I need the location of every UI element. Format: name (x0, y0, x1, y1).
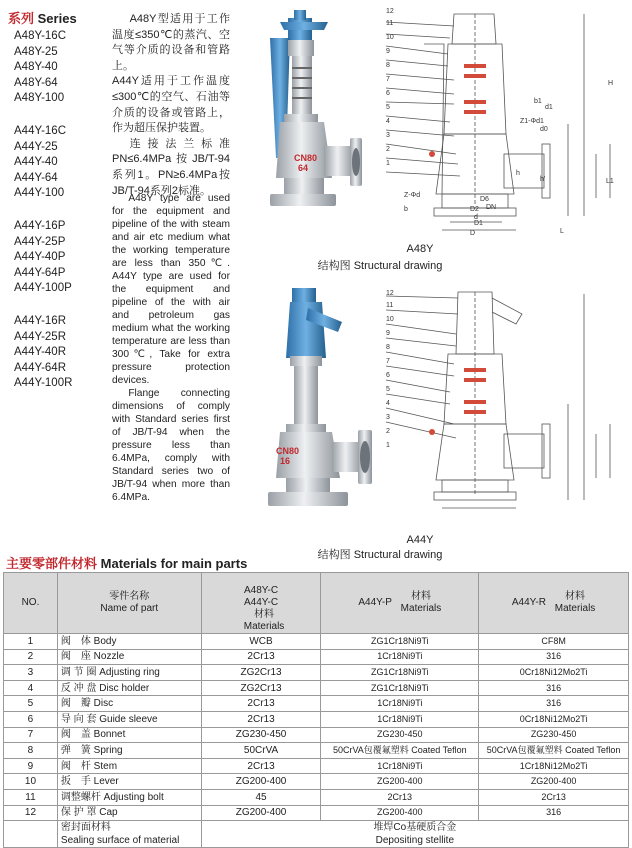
table-row (4, 634, 629, 650)
cell-part: 阀 杆 Stem (57, 758, 201, 774)
cell-no: 5 (4, 696, 58, 712)
structural-drawing-a48y (384, 4, 628, 240)
cell-c: 2Cr13 (201, 758, 321, 774)
drawing-label: 7 (386, 76, 390, 83)
cell-c: 2Cr13 (201, 649, 321, 665)
cell-part: 导 向 套 Guide sleeve (57, 711, 201, 727)
drawing-label: D (470, 230, 476, 237)
valve-photo-a44y (250, 278, 390, 518)
description-en-paragraph: Flange connecting dimensions of comply with Standard series first of JB/T-94 when the pressure less than 6.4MPa, comply with Standard series two of JB/T-94 when more than 6.4MPa. (112, 388, 230, 503)
description-cn-paragraph: 连接法兰标准PN≤6.4MPa按JB/T-94系列1。PN≥6.4MPa按JB/T-94系列2标准。 (112, 137, 230, 197)
series-item: A44Y-40R (14, 346, 67, 359)
drawing-label: L (560, 228, 564, 235)
cell-r: 1Cr18Ni12Mo2Ti (479, 758, 629, 774)
drawing-label: h (516, 170, 520, 177)
drawing-model-a48y: A48Y (406, 243, 434, 255)
drawing-label: 9 (386, 330, 390, 337)
cell-no: 9 (4, 758, 58, 774)
materials-title: 主要零部件材料 Materials for main parts (6, 556, 248, 571)
table-row (4, 774, 629, 790)
drawing-label: 12 (386, 8, 394, 15)
cell-c: 50CrVA (201, 743, 321, 759)
cell-c: ZG2Cr13 (201, 680, 321, 696)
cell-c: ZG200-400 (201, 774, 321, 790)
drawing-label: 8 (386, 62, 390, 69)
drawing-label: 2 (386, 428, 390, 435)
cell-part: 保 护 罩 Cap (57, 805, 201, 821)
series-item: A44Y-25R (14, 330, 67, 343)
cell-p: 1Cr18Ni9Ti (321, 711, 479, 727)
drawing-label: 12 (386, 290, 394, 297)
drawing-label: 6 (386, 372, 390, 379)
table-row (4, 743, 629, 759)
series-item: A48Y-40 (14, 61, 58, 74)
drawing-label: D6 (480, 196, 489, 203)
cell-p: ZG230-450 (321, 727, 479, 743)
series-item: A44Y-40P (14, 251, 66, 264)
series-item: A44Y-16C (14, 125, 67, 137)
table-row (4, 649, 629, 665)
series-item: A44Y-64 (14, 171, 58, 184)
cell-no: 12 (4, 805, 58, 821)
footer-value: 堆焊Co基硬质合金 Depositing stellite (201, 821, 628, 848)
valve-plate-text: CN80 (294, 153, 318, 163)
drawing-label: 3 (386, 132, 390, 139)
description-en-paragraph: A48Y type are used for the equipment and pipeline of the with steam and air etc medium what the working temperature are less than 350℃. A44Y type are used for the equipment and pipeline of the with air and petroleum gas medium what the working temperature are less than 300℃, Take for extra pressure protection devices. (112, 193, 230, 386)
series-item: A44Y-16P (14, 220, 66, 232)
cell-c: ZG200-400 (201, 805, 321, 821)
drawing-label: 1 (386, 160, 390, 167)
header-part: 零件名称 Name of part (57, 573, 201, 634)
description-cn-paragraph: A48Y型适用于工作温度≤350℃的蒸汽、空气等介质的设备和管路上。 (112, 13, 230, 72)
header-r: A44Y-R 材料 Materials (479, 573, 629, 634)
series-item: A44Y-16R (14, 315, 67, 327)
drawing-label: D1 (474, 220, 483, 227)
drawing-label: Z-Φd (404, 192, 421, 199)
series-item: A44Y-100R (14, 377, 73, 390)
table-row (4, 805, 629, 821)
series-item: A48Y-64 (14, 76, 58, 89)
series-item: A44Y-64P (14, 266, 66, 279)
table-row (4, 711, 629, 727)
drawing-label: H (608, 80, 614, 87)
table-row (4, 696, 629, 712)
drawing-label: b1 (534, 98, 542, 105)
description-cn-paragraph: A44Y适用于工作温度≤300℃的空气、石油等介质的设备或管路上，作为超压保护装置。 (112, 75, 230, 135)
valve-plate-text: 16 (280, 456, 291, 466)
drawing-label: 10 (386, 34, 394, 41)
header-no: NO. (4, 573, 58, 634)
series-item: A48Y-25 (14, 45, 58, 58)
description-chinese (112, 12, 230, 199)
series-item: A44Y-100 (14, 187, 65, 200)
drawing-label: 5 (386, 104, 390, 111)
materials-table (3, 572, 629, 848)
cell-p: ZG200-400 (321, 805, 479, 821)
cell-part: 阀 座 Nozzle (57, 649, 201, 665)
drawing-label: 6 (386, 90, 390, 97)
cell-part: 调 节 圈 Adjusting ring (57, 665, 201, 681)
drawing-label: 5 (386, 386, 390, 393)
materials-footer-row (4, 821, 629, 848)
cell-p: 50CrVA包覆氟塑料 Coated Teflon (321, 743, 479, 759)
table-row (4, 680, 629, 696)
cell-c: WCB (201, 634, 321, 650)
drawing-label: D2 (470, 206, 479, 213)
drawing-label: Z1-Φd1 (520, 118, 544, 125)
cell-r: 0Cr18Ni12Mo2Ti (479, 665, 629, 681)
drawing-label: L1 (606, 178, 614, 185)
footer-part: 密封面材料 Sealing surface of material (57, 821, 201, 848)
drawing-label: 2 (386, 146, 390, 153)
series-group-a44y-c (14, 124, 66, 202)
cell-c: 2Cr13 (201, 696, 321, 712)
series-group-a44y-p (14, 219, 72, 297)
table-row (4, 758, 629, 774)
cell-p: 1Cr18Ni9Ti (321, 649, 479, 665)
cell-p: ZG1Cr18Ni9Ti (321, 634, 479, 650)
cell-part: 反 冲 盘 Disc holder (57, 680, 201, 696)
drawing-label: 8 (386, 344, 390, 351)
structural-drawing-a44y (384, 284, 628, 514)
drawing-label: d (474, 214, 478, 221)
drawing-label: 3 (386, 414, 390, 421)
cell-part: 扳 手 Lever (57, 774, 201, 790)
cell-r: 2Cr13 (479, 789, 629, 805)
cell-c: ZG230-450 (201, 727, 321, 743)
cell-p: ZG1Cr18Ni9Ti (321, 665, 479, 681)
series-item: A44Y-25P (14, 235, 66, 248)
cell-part: 阀 体 Body (57, 634, 201, 650)
drawing-label: 7 (386, 358, 390, 365)
cell-p: 1Cr18Ni9Ti (321, 696, 479, 712)
cell-c: ZG2Cr13 (201, 665, 321, 681)
header-p: A44Y-P 材料 Materials (321, 573, 479, 634)
drawing-label: 11 (386, 302, 394, 309)
drawing-caption-a44y: 结构图 Structural drawing (317, 549, 443, 561)
series-item: A48Y-16C (14, 30, 67, 42)
cell-part: 阀 瓣 Disc (57, 696, 201, 712)
series-group-a48y (14, 29, 66, 107)
table-row (4, 727, 629, 743)
drawing-label: 11 (386, 20, 394, 27)
cell-c: 45 (201, 789, 321, 805)
valve-plate-text: CN80 (276, 446, 300, 456)
cell-p: 1Cr18Ni9Ti (321, 758, 479, 774)
drawing-label: h' (540, 176, 546, 183)
valve-plate-text: 64 (298, 163, 309, 173)
drawing-caption-a48y: 结构图 Structural drawing (317, 260, 443, 272)
cell-c: 2Cr13 (201, 711, 321, 727)
drawing-label: d0 (540, 126, 548, 133)
cell-r: ZG230-450 (479, 727, 629, 743)
series-item: A44Y-40 (14, 156, 58, 169)
drawing-model-a44y: A44Y (406, 534, 434, 546)
materials-header-row (4, 573, 629, 634)
cell-r: 50CrVA包覆氟塑料 Coated Teflon (479, 743, 629, 759)
cell-r: 0Cr18Ni12Mo2Ti (479, 711, 629, 727)
cell-no: 1 (4, 634, 58, 650)
cell-no: 7 (4, 727, 58, 743)
cell-r: 316 (479, 696, 629, 712)
cell-no: 11 (4, 789, 58, 805)
cell-r: ZG200-400 (479, 774, 629, 790)
series-group-a44y-r (14, 314, 72, 392)
cell-r: 316 (479, 680, 629, 696)
series-item: A44Y-64R (14, 361, 67, 374)
table-row (4, 789, 629, 805)
cell-no: 6 (4, 711, 58, 727)
series-item: A44Y-100P (14, 282, 72, 295)
cell-r: CF8M (479, 634, 629, 650)
cell-no: 4 (4, 680, 58, 696)
series-item: A48Y-100 (14, 92, 65, 105)
cell-part: 阀 盖 Bonnet (57, 727, 201, 743)
drawing-label: 4 (386, 118, 390, 125)
description-english (112, 192, 230, 504)
table-row (4, 665, 629, 681)
cell-r: 316 (479, 805, 629, 821)
drawing-label: 4 (386, 400, 390, 407)
cell-no: 10 (4, 774, 58, 790)
series-title: 系列 Series (8, 11, 77, 26)
header-c: A48Y-C A44Y-C 材料 Materials (201, 573, 321, 634)
cell-no: 8 (4, 743, 58, 759)
cell-r: 316 (479, 649, 629, 665)
drawing-label: 10 (386, 316, 394, 323)
drawing-label: 9 (386, 48, 390, 55)
drawing-label: DN (486, 204, 497, 211)
valve-photo-a48y (240, 8, 380, 220)
cell-p: ZG1Cr18Ni9Ti (321, 680, 479, 696)
cell-part: 弹 簧 Spring (57, 743, 201, 759)
drawing-label: d1 (545, 104, 553, 111)
drawing-label: 1 (386, 442, 390, 449)
cell-part: 调整螺杆 Adjusting bolt (57, 789, 201, 805)
cell-no: 2 (4, 649, 58, 665)
cell-p: ZG200-400 (321, 774, 479, 790)
cell-no: 3 (4, 665, 58, 681)
series-item: A44Y-25 (14, 140, 58, 153)
cell-p: 2Cr13 (321, 789, 479, 805)
drawing-label: b (404, 206, 408, 213)
